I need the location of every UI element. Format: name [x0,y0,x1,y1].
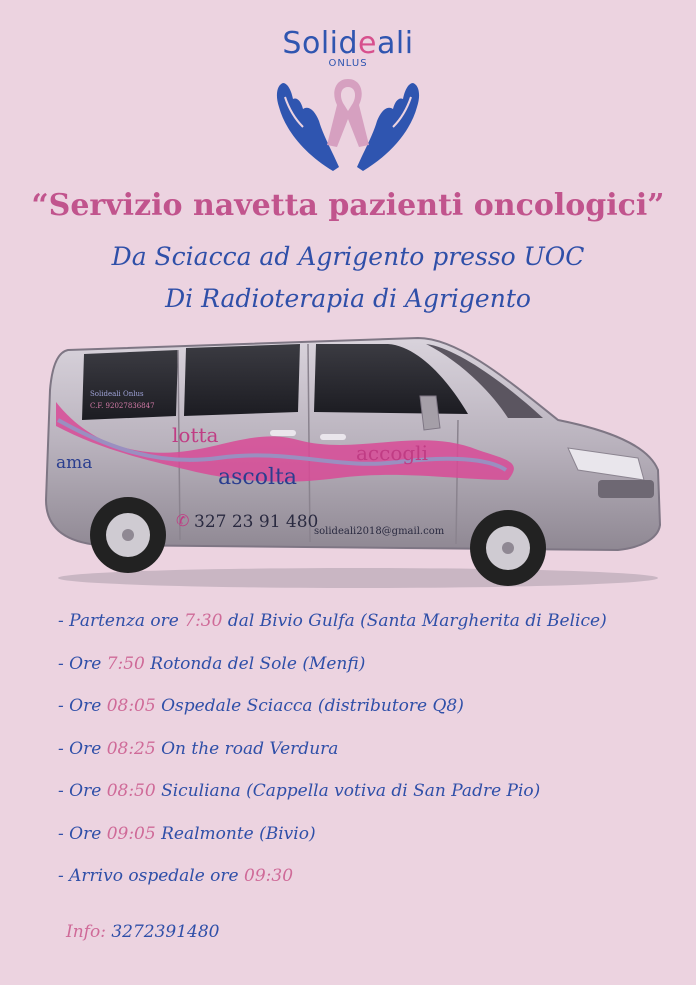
van-illustration [38,330,668,592]
info-phone: 3272391480 [105,922,220,942]
van-sticker-cf: C.F. 92027836847 [90,402,155,410]
brand-name: Solideali [282,26,414,61]
schedule-item: - Partenza ore 7:30 dal Bivio Gulfa (Santa Margherita di Belice) [58,611,607,631]
headline: “Servizio navetta pazienti oncologici” [31,188,665,223]
van-phone-icon: ✆ [176,511,190,530]
schedule-item: - Ore 08:25 On the road Verdura [58,738,339,759]
schedule-item: - Ore 09:05 Realmonte (Bivio) [58,823,316,844]
hands-ribbon-icon [273,75,423,179]
van-word-accogli: accogli [356,441,428,465]
van-sticker-name: Solideali Onlus [90,390,144,398]
schedule-item: - Ore 7:50 Rotonda del Sole (Menfi) [58,653,366,674]
schedule-item: - Arrivo ospedale ore 09:30 [58,866,294,886]
schedule-item: - Ore 08:50 Siculiana (Cappella votiva di San Padre Pio) [58,781,541,801]
brand-tagline: ONLUS [328,58,368,69]
subtitle-route: Da Sciacca ad Agrigento presso UOC [111,242,585,271]
info-contact [66,922,220,942]
logo [0,26,696,179]
info-label: Info: [66,922,106,942]
van-email: solideali2018@gmail.com [314,526,445,537]
van-word-ascolta: ascolta [218,465,297,490]
van-word-lotta: lotta [172,423,219,447]
van-phone: 327 23 91 480 [194,512,319,532]
schedule-item: - Ore 08:05 Ospedale Sciacca (distributore Q8) [58,696,464,716]
van-word-ama: ama [56,453,93,473]
subtitle-department: Di Radioterapia di Agrigento [165,284,531,313]
schedule-list [58,610,678,908]
